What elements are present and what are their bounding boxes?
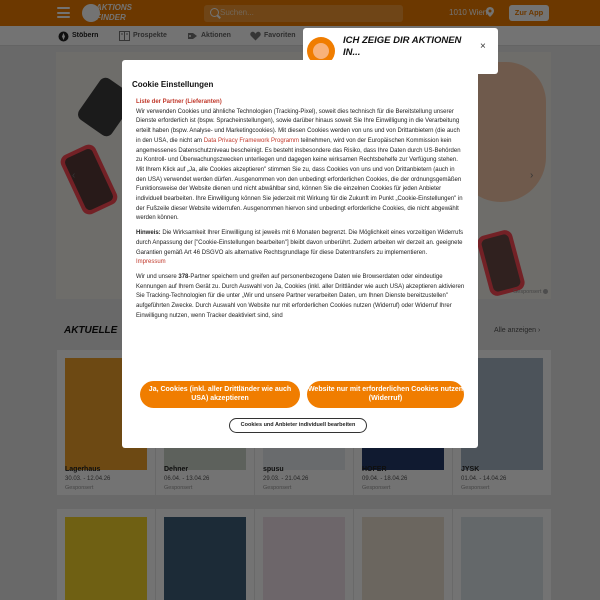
- cookie-text: -Partner speichern und greifen auf personenbezogene Daten wie Browserdaten oder eindeutige Kennungen auf Ihrem Gerät zu. Durch Auswahl von Ja, Cookies (inkl. aller Drittländer wie auch USA) akzeptieren aktivieren Sie Tracking-Technologien für die unter „Wir und unsere Partner verarbeiten Daten, um Ihnen Dienste bereitzustellen" aufgeführten Zwecke. Durch Auswahl von Website nur mit erforderlichen Cookies nutzen (Widerruf) oder Widerruf Ihrer Einwilligung nutzen, wenn Tracker deaktiviert sind, sind: [136, 273, 465, 319]
- partner-count: 378: [178, 273, 189, 280]
- cookie-text: teilnehmen, wird von der Europäischen Kommission kein angemessenes Datenschutzniveau bescheinigt. Es besteht insbesondere das Risiko, dass Ihre Daten durch US-Behörden zu Kontroll- und Überwachungszwecken unterliegen und dagegen keine wirksamen Rechtsbehelfe zur Verfügung stehen. Mit Ihrem Klick auf „Ja, alle Cookies akzeptieren" stimmen Sie zu, dass Cookies von uns und von Drittanbietern (auch in den USA) verwendet werden dürfen. Ausgenommen von den unbedingt erforderlichen Cookies, die der ordnungsgemäßen Funktionsweise der Website dienen und nicht abwählbar sind, können Sie die einzelnen Cookies für jeden Anbieter individuell bearbeiten. Ihre Einwilligung können Sie jederzeit mit Wirkung für die Zukunft im Punkt „Cookie-Einstellungen" in der Fußzeile dieser Website widerrufen. Ausgenommen hiervon sind unbedingt erforderliche Cookies, die nicht abgewählt werden können.: [136, 137, 463, 222]
- necessary-only-button[interactable]: Website nur mit erforderlichen Cookies nutzen (Widerruf): [307, 381, 464, 408]
- edit-individually-button[interactable]: Cookies und Anbieter individuell bearbeiten: [229, 418, 367, 433]
- tooltip-text: ICH ZEIGE DIR AKTIONEN IN...: [343, 35, 462, 58]
- cookie-dialog: [122, 60, 478, 448]
- impressum-link[interactable]: Impressum: [136, 259, 166, 266]
- notice-label: Hinweis:: [136, 230, 161, 237]
- accept-all-button[interactable]: Ja, Cookies (inkl. aller Drittländer wie auch USA) akzeptieren: [140, 381, 300, 408]
- dialog-title: Cookie Einstellungen: [132, 80, 214, 89]
- partner-list-link[interactable]: Liste der Partner (Lieferanten): [136, 99, 222, 105]
- dialog-body: [136, 98, 466, 352]
- privacy-framework-link[interactable]: Data Privacy Framework Programm: [203, 137, 300, 144]
- cookie-text: Wir verwenden Cookies und ähnliche Technologien (Tracking-Pixel), soweit dies technisch für die Bereitstellung unserer Dienste erforderlich ist (bspw. Spracheinstellungen), sowie darüber hinaus soweit Sie Ihre Einwilligung in die Verarbeitung erteilt haben (bspw. Analyse- und Marketingcookies). Mit diesen Cookies werden von uns und von Drittanbietern (die auch in den USA, die nicht am: [136, 108, 460, 144]
- close-icon[interactable]: ×: [480, 41, 486, 52]
- notice-text: Die Wirksamkeit Ihrer Einwilligung ist jeweils mit 6 Monaten begrenzt. Die Möglichkeit eines vorzeitigen Widerrufs durch Anpassung der ["Cookie-Einstellungen bearbeiten"] bleibt davon unberührt. Zudem arbeiten wir derzeit an. geeignete Garantien gemäß Art 46 DSGVO als alternative Rechtsgrundlage für diese Datentransfers zu implementieren.: [136, 230, 464, 256]
- cookie-text: Wir und unsere: [136, 273, 179, 280]
